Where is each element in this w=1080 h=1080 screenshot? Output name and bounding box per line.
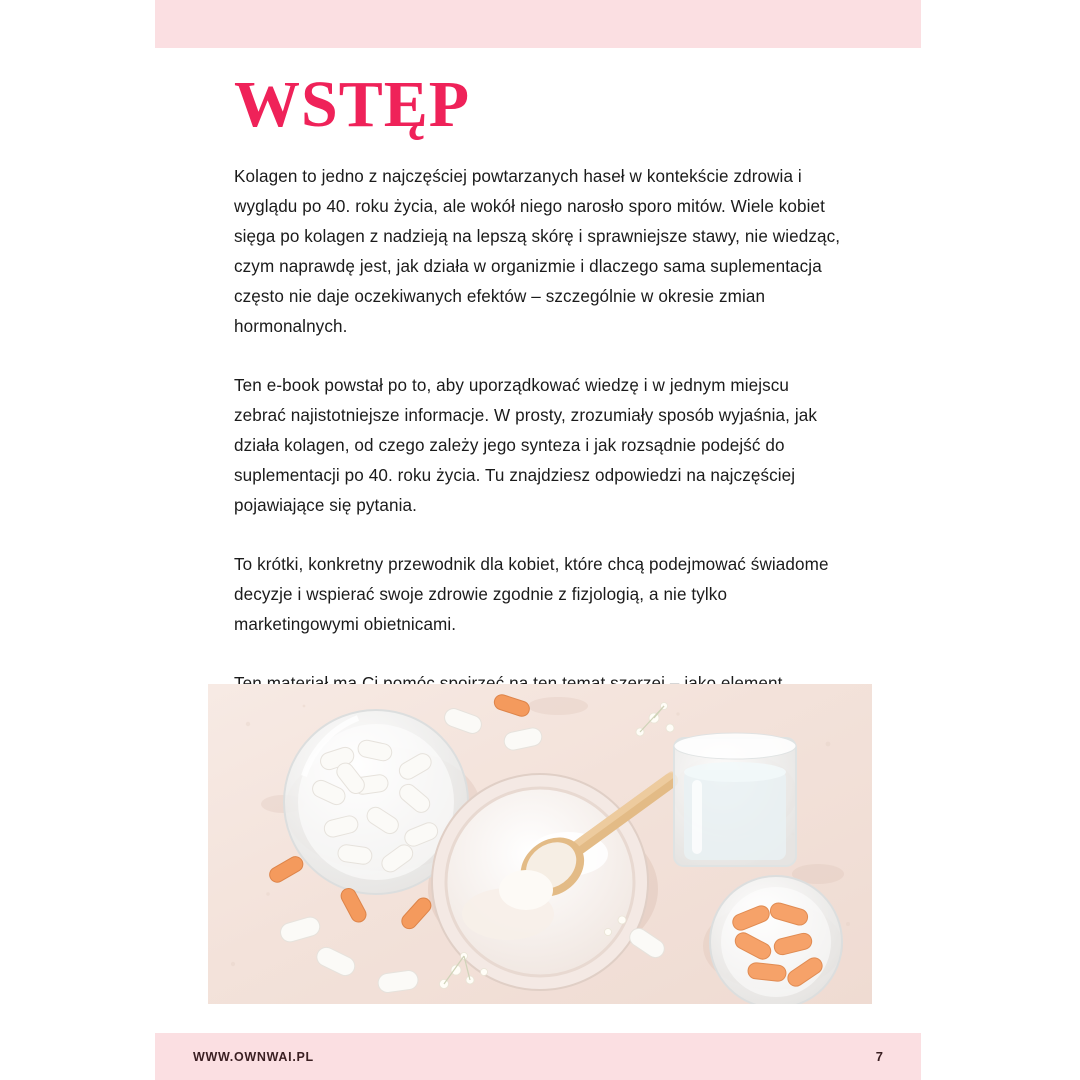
supplements-photo: [208, 684, 872, 1004]
footer-website-url[interactable]: WWW.OWNWAI.PL: [193, 1049, 314, 1064]
paragraph-2: Ten e-book powstał po to, aby uporządkować wiedzę i w jednym miejscu zebrać najistotniejsze informacje. W prosty, zrozumiały sposób wyjaśnia, jak działa kolagen, od czego zależy jego synteza i jak rozsądnie podejść do suplementacji po 40. roku życia. Tu znajdziesz odpowiedzi na najczęściej pojawiające się pytania.: [234, 376, 817, 515]
top-decorative-band: [155, 0, 921, 48]
body-text: [234, 162, 844, 759]
page-footer: [155, 1033, 921, 1080]
page-title: WSTĘP: [234, 68, 471, 141]
paragraph-3: To krótki, konkretny przewodnik dla kobiet, które chcą podejmować świadome decyzje i wspierać swoje zdrowie zgodnie z fizjologią, a nie tylko marketingowymi obietnicami.: [234, 555, 829, 634]
footer-page-number: 7: [875, 1049, 883, 1064]
paragraph-1: Kolagen to jedno z najczęściej powtarzanych haseł w kontekście zdrowia i wyglądu po 40. roku życia, ale wokół niego narosło sporo mitów. Wiele kobiet sięga po kolagen z nadzieją na lepszą skórę i sprawniejsze stawy, nie wiedząc, czym naprawdę jest, jak działa w organizmie i dlaczego sama suplementacja często nie daje oczekiwanych efektów – szczególnie w okresie zmian hormonalnych.: [234, 167, 841, 336]
supplements-photo-illustration: [208, 684, 872, 1004]
